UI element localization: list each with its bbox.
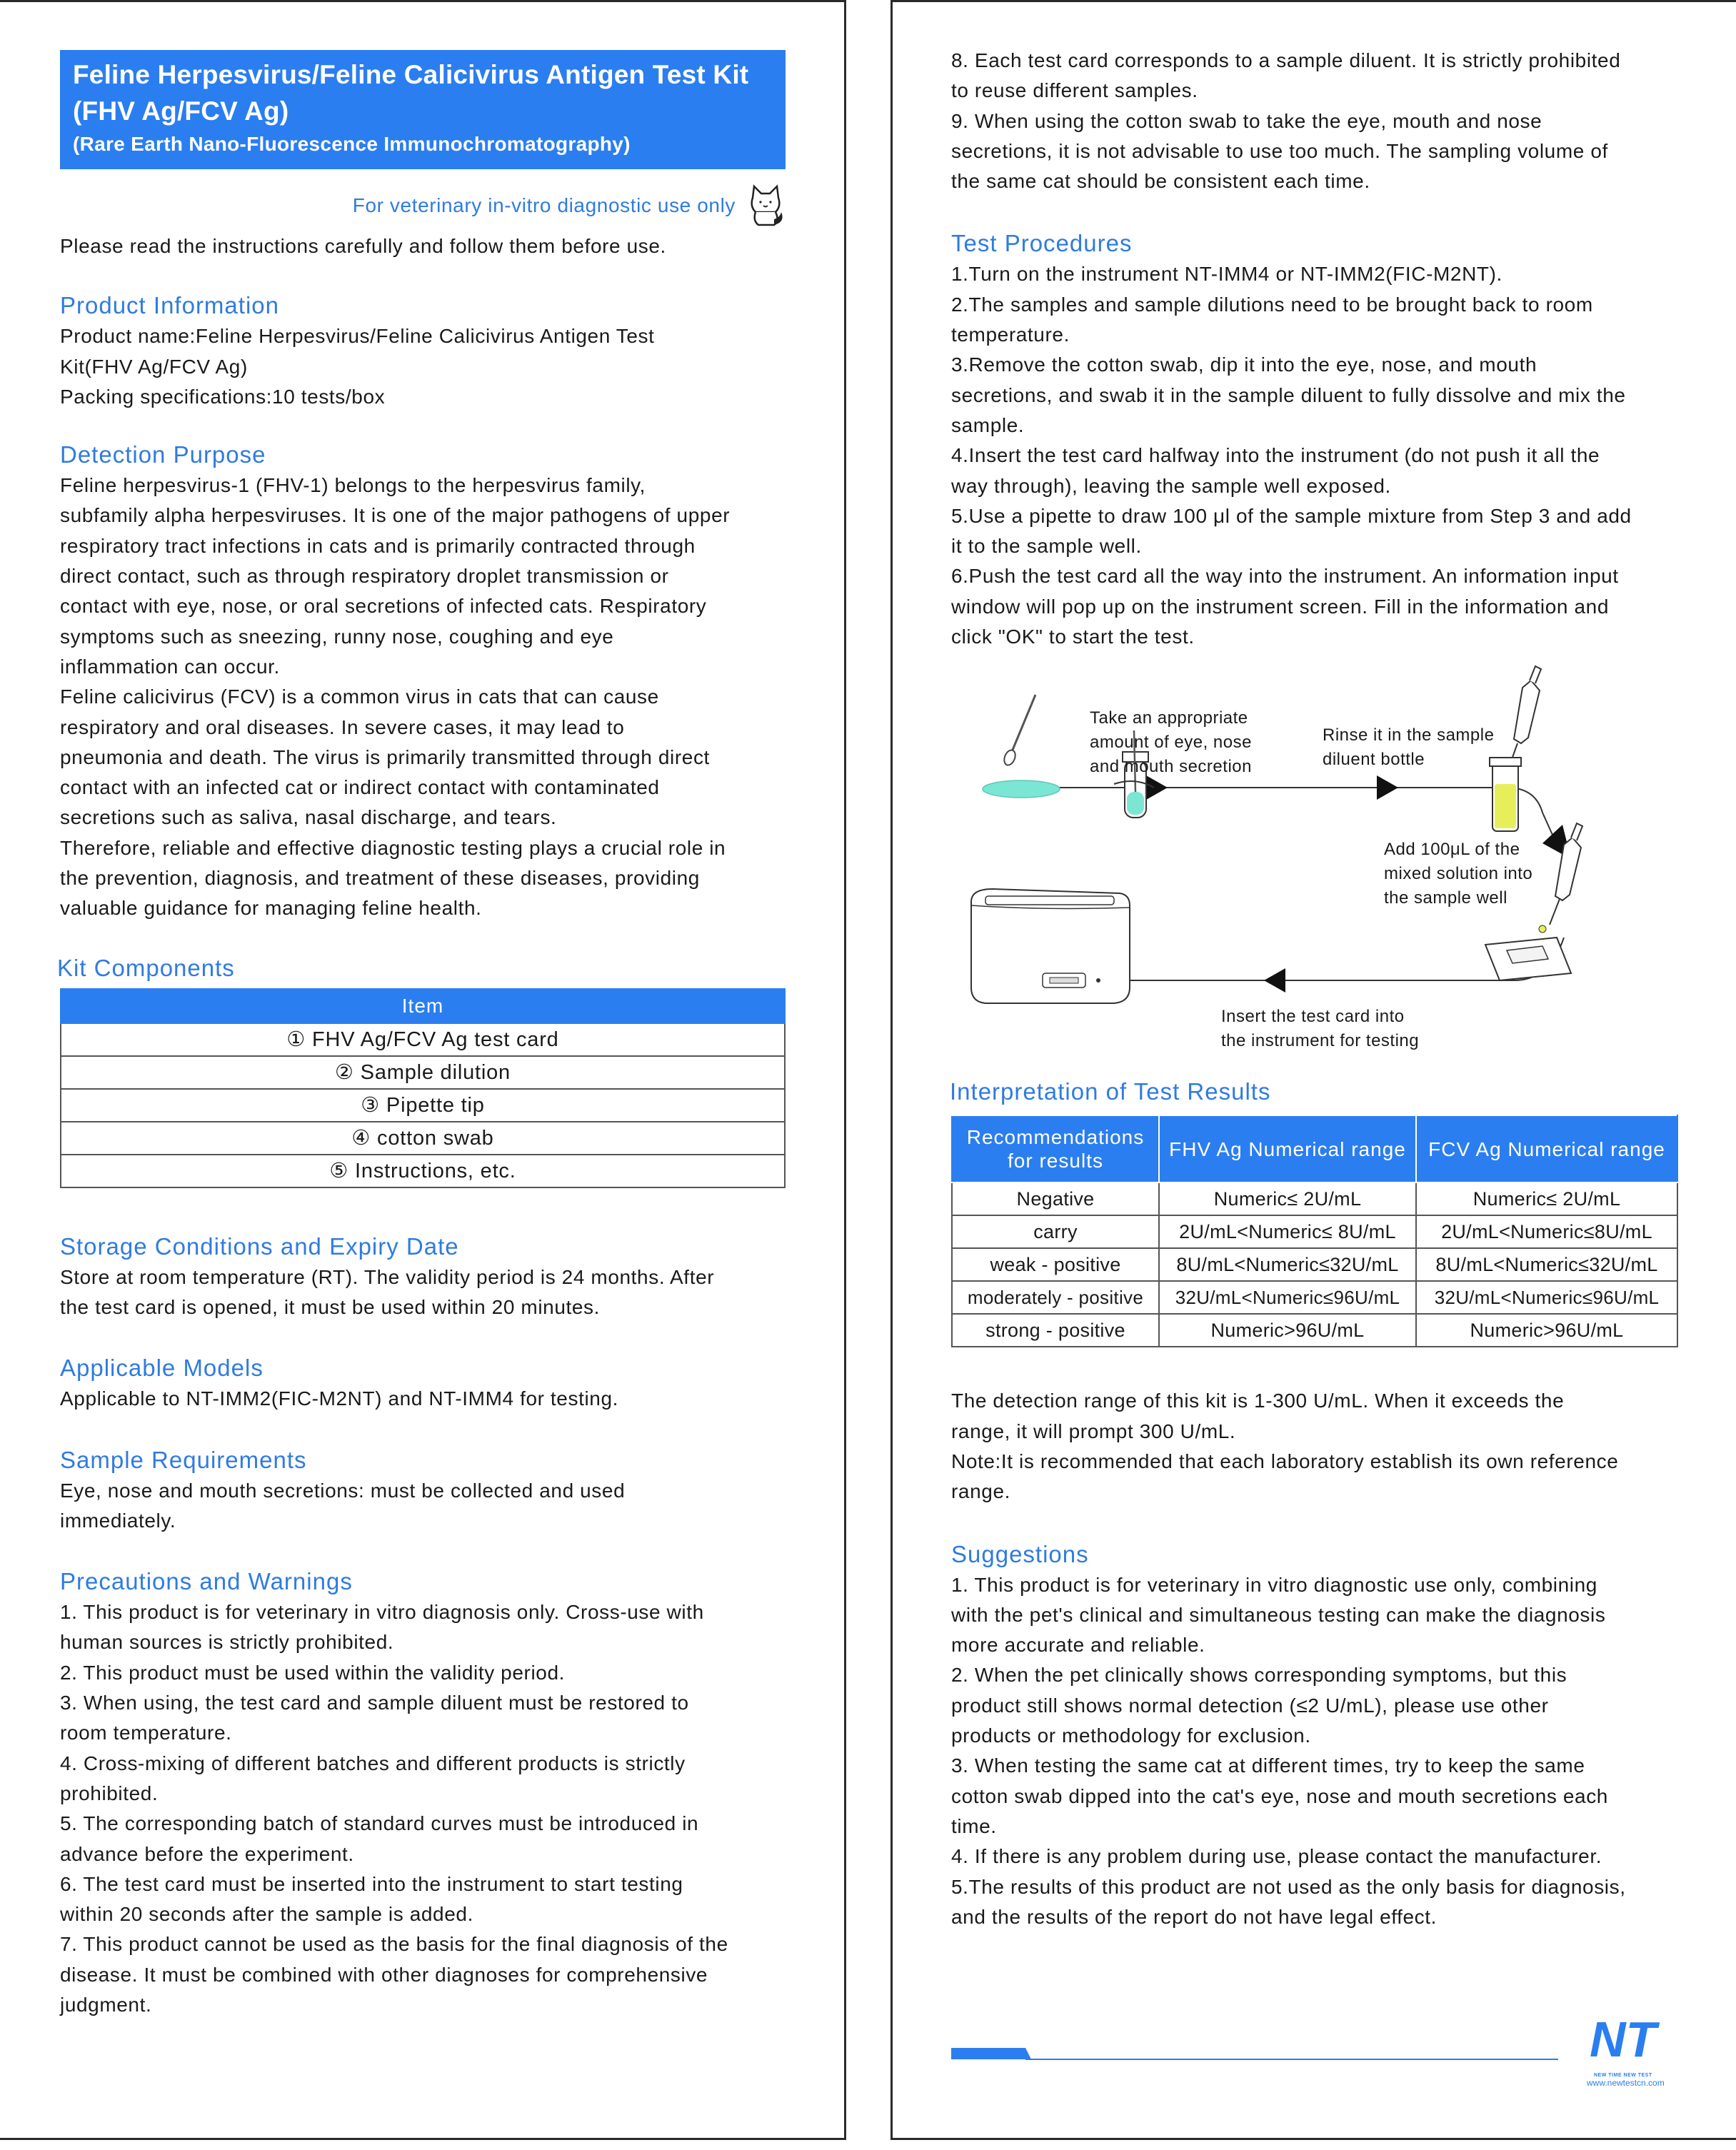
cat-icon [746,184,786,228]
label-line: Insert the test card into [1221,1007,1405,1027]
procedure-diagram [943,659,1685,1059]
text-line: secretions such as saliva, nasal discharge, and tears. [60,806,557,829]
text-line: range. [951,1480,1010,1503]
instrument-icon [971,889,1130,1003]
product-name-line-1: Product name:Feline Herpesvirus/Feline Calicivirus Antigen Test [60,325,655,348]
interpretation-heading: Interpretation of Test Results [950,1078,1271,1105]
table-cell: Numeric>96U/mL [1159,1314,1416,1347]
precautions-heading: Precautions and Warnings [60,1568,353,1595]
text-line: symptoms such as sneezing, runny nose, coughing and eye [60,625,614,648]
label-line: Add 100μL of the [1384,840,1520,860]
text-line: 1. This product is for veterinary in vitro diagnosis only. Cross-use with [60,1601,704,1624]
kit-components-heading: Kit Components [57,954,235,981]
table-cell: Numeric>96U/mL [1416,1314,1677,1347]
text-line: the prevention, diagnosis, and treatment of these diseases, providing [60,867,700,890]
table-row [61,1122,785,1155]
text-line: 4.Insert the test card halfway into the instrument (do not push it all the [951,444,1600,467]
vet-use-line [60,184,786,228]
table-header: Recommendations for results [952,1115,1159,1182]
title-banner [60,50,786,169]
text-line: with the pet's clinical and simultaneous testing can make the diagnosis [951,1603,1606,1626]
table-row [952,1248,1677,1281]
product-info-heading: Product Information [60,292,279,319]
text-line: direct contact, such as through respiratory droplet transmission or [60,565,669,588]
precautions-continued [951,46,1680,196]
text-line: window will pop up on the instrument screen. Fill in the information and [951,595,1609,618]
table-cell: ④ cotton swab [61,1122,785,1155]
text-line: Feline calicivirus (FCV) is a common virus in cats that can cause [60,685,659,708]
table-cell: 8U/mL<Numeric≤32U/mL [1416,1248,1677,1281]
text-line: secretions, it is not advisable to use too much. The sampling volume of [951,139,1608,162]
table-row [952,1281,1677,1314]
detection-range-notes [951,1386,1680,1507]
text-line: respiratory tract infections in cats and is primarily contracted through [60,534,696,557]
title-line-2: (FHV Ag/FCV Ag) [73,96,289,126]
diagram-step1-label [1090,708,1257,776]
table-row [61,1023,785,1056]
company-logo [1584,2012,1677,2091]
text-line: disease. It must be combined with other diagnoses for comprehensive [60,1963,708,1986]
text-line: range, it will prompt 300 U/mL. [951,1420,1236,1442]
text-line: sample. [951,413,1025,436]
text-line: click "OK" to start the test. [951,626,1195,648]
table-cell: 32U/mL<Numeric≤96U/mL [1416,1281,1677,1314]
table-row [61,1089,785,1122]
text-line: 7. This product cannot be used as the basis for the final diagnosis of the [60,1933,728,1956]
text-line: Note:It is recommended that each laboratory establish its own reference [951,1450,1619,1472]
kit-components-table [60,988,786,1188]
text-line: prohibited. [60,1782,159,1804]
cotton-swab-icon [983,695,1060,798]
text-line: time. [951,1814,997,1837]
footer-bar [951,2045,1594,2066]
table-cell: ② Sample dilution [61,1056,785,1089]
test-procedures-heading: Test Procedures [951,230,1133,257]
text-line: 5. The corresponding batch of standard curves must be introduced in [60,1812,699,1835]
table-header: FCV Ag Numerical range [1416,1115,1677,1182]
text-line: 5.The results of this product are not used as the only basis for diagnosis, [951,1875,1626,1898]
table-cell: weak - positive [952,1248,1159,1281]
table-cell: strong - positive [952,1314,1159,1347]
test-card-icon [1485,925,1571,980]
text-line: products or methodology for exclusion. [951,1724,1311,1747]
text-line: Feline herpesvirus-1 (FHV-1) belongs to the herpesvirus family, [60,474,646,497]
detection-purpose-text [60,471,786,923]
sample-vial-icon [1490,758,1521,831]
table-header: Item [61,989,785,1023]
label-line: Take an appropriate [1090,708,1248,728]
text-line: 5.Use a pipette to draw 100 μl of the sample mixture from Step 3 and add [951,504,1632,527]
label-line: the sample well [1384,888,1507,908]
text-line: 6.Push the test card all the way into the instrument. An information input [951,565,1619,588]
text-line: to reuse different samples. [951,79,1198,102]
text-line: the same cat should be consistent each time. [951,170,1370,193]
text-line: more accurate and reliable. [951,1634,1205,1657]
label-line: and mouth secretion [1090,757,1252,777]
packing-spec: Packing specifications:10 tests/box [60,385,386,408]
text-line: product still shows normal detection (≤2 U/mL), please use other [951,1694,1549,1717]
title-subtitle: (Rare Earth Nano-Fluorescence Immunochromatography) [73,133,631,155]
text-line: 3. When using, the test card and sample diluent must be restored to [60,1692,689,1714]
precautions-list [60,1597,786,2020]
table-cell: 32U/mL<Numeric≤96U/mL [1159,1281,1416,1314]
results-table [951,1115,1678,1347]
suggestions-list [951,1570,1680,1933]
diagram-step3-label [1384,840,1537,908]
text-line: The detection range of this kit is 1-300 U/mL. When it exceeds the [951,1390,1565,1412]
text-line: cotton swab dipped into the cat's eye, nose and mouth secretions each [951,1784,1608,1807]
text-line: 8. Each test card corresponds to a sample diluent. It is strictly prohibited [951,49,1621,71]
table-cell: 2U/mL<Numeric≤8U/mL [1416,1215,1677,1248]
table-header: FHV Ag Numerical range [1159,1115,1416,1182]
text-line: subfamily alpha herpesviruses. It is one of the major pathogens of upper [60,504,731,527]
text-line: immediately. [60,1509,176,1532]
logo-url: www.newtestcn.com [1587,2078,1665,2088]
suggestions-heading: Suggestions [951,1540,1089,1567]
text-line: 1. This product is for veterinary in vitro diagnostic use only, combining [951,1573,1597,1596]
table-row [61,1155,785,1187]
text-line: 4. If there is any problem during use, please contact the manufacturer. [951,1845,1602,1868]
text-line: contact with eye, nose, or oral secretions of infected cats. Respiratory [60,595,707,618]
right-column [951,0,1680,1932]
table-cell: moderately - positive [952,1281,1159,1314]
diagram-step2-label [1323,725,1500,769]
text-line: contact with an infected cat or indirect contact with contaminated [60,776,660,799]
table-cell: ③ Pipette tip [61,1089,785,1122]
text-line: respiratory and oral diseases. In severe cases, it may lead to [60,715,625,738]
intro-text: Please read the instructions carefully and follow them before use. [60,235,666,257]
text-line: pneumonia and death. The virus is primarily transmitted through direct [60,745,710,768]
label-line: the instrument for testing [1221,1031,1420,1051]
table-cell: ① FHV Ag/FCV Ag test card [61,1023,785,1056]
text-line: human sources is strictly prohibited. [60,1631,394,1654]
text-line: within 20 seconds after the sample is added. [60,1903,473,1926]
text-line: valuable guidance for managing feline health. [60,897,482,920]
text-line: secretions, and swab it in the sample diluent to fully dissolve and mix the [951,383,1626,406]
table-row [61,1056,785,1089]
text-line: 9. When using the cotton swab to take the eye, mouth and nose [951,109,1542,132]
text-line: the test card is opened, it must be used within 20 minutes. [60,1295,601,1318]
text-line: 4. Cross-mixing of different batches and different products is strictly [60,1752,686,1774]
label-line: mixed solution into [1384,864,1533,884]
storage-heading: Storage Conditions and Expiry Date [60,1232,459,1260]
text-line: Store at room temperature (RT). The validity period is 24 months. After [60,1265,715,1288]
table-row [952,1314,1677,1347]
diagram-step4-label [1221,1007,1419,1050]
arrow-icon [1146,775,1168,800]
applicable-models-heading: Applicable Models [60,1355,264,1382]
table-cell: ⑤ Instructions, etc. [61,1155,785,1187]
text-line: 3.Remove the cotton swab, dip it into the eye, nose, and mouth [951,353,1537,376]
text-line: 1.Turn on the instrument NT-IMM4 or NT-IMM2(FIC-M2NT). [951,263,1502,286]
table-row [952,1215,1677,1248]
test-procedures-list [951,259,1680,652]
text-line: temperature. [951,323,1070,346]
sample-requirements-heading: Sample Requirements [60,1446,307,1473]
text-line: 3. When testing the same cat at different times, try to keep the same [951,1754,1585,1777]
arrow-icon [1264,968,1285,993]
left-column [57,0,786,2020]
text-line: judgment. [60,1993,152,2016]
table-cell: Numeric≤ 2U/mL [1416,1182,1677,1215]
text-line: and the results of the report do not have legal effect. [951,1905,1438,1928]
text-line: 6. The test card must be inserted into the instrument to start testing [60,1872,683,1895]
table-cell: carry [952,1215,1159,1248]
logo-tagline: NEW TIME NEW TEST [1594,2073,1652,2078]
table-row [952,1182,1677,1215]
table-cell: 2U/mL<Numeric≤ 8U/mL [1159,1215,1416,1248]
vet-use-text: For veterinary in-vitro diagnostic use only [352,194,736,216]
text-line: advance before the experiment. [60,1842,354,1865]
table-cell: 8U/mL<Numeric≤32U/mL [1159,1248,1416,1281]
text-line: 2. This product must be used within the validity period. [60,1661,565,1684]
text-line: inflammation can occur. [60,655,280,678]
detection-purpose-heading: Detection Purpose [60,441,266,468]
text-line: 2.The samples and sample dilutions need to be brought back to room [951,293,1593,316]
text-line: it to the sample well. [951,535,1142,558]
text-line: room temperature. [60,1722,232,1744]
applicable-models-text: Applicable to NT-IMM2(FIC-M2NT) and NT-IMM4 for testing. [60,1387,618,1410]
title-line-1: Feline Herpesvirus/Feline Calicivirus Antigen Test Kit [73,60,749,89]
text-line: Therefore, reliable and effective diagnostic testing plays a crucial role in [60,836,726,859]
product-name-line-2: Kit(FHV Ag/FCV Ag) [60,355,248,378]
text-line: 2. When the pet clinically shows corresponding symptoms, but this [951,1664,1567,1687]
arrow-icon [1377,775,1398,800]
nt-logo-icon [1584,2012,1677,2069]
table-cell: Numeric≤ 2U/mL [1159,1182,1416,1215]
svg-text:NT: NT [1590,2012,1657,2067]
text-line: Eye, nose and mouth secretions: must be collected and used [60,1479,626,1502]
label-line: Rinse it in the sample [1323,725,1495,745]
label-line: diluent bottle [1323,750,1425,770]
text-line: way through), leaving the sample well exposed. [951,474,1391,497]
table-cell: Negative [952,1182,1159,1215]
label-line: amount of eye, nose [1090,733,1252,753]
